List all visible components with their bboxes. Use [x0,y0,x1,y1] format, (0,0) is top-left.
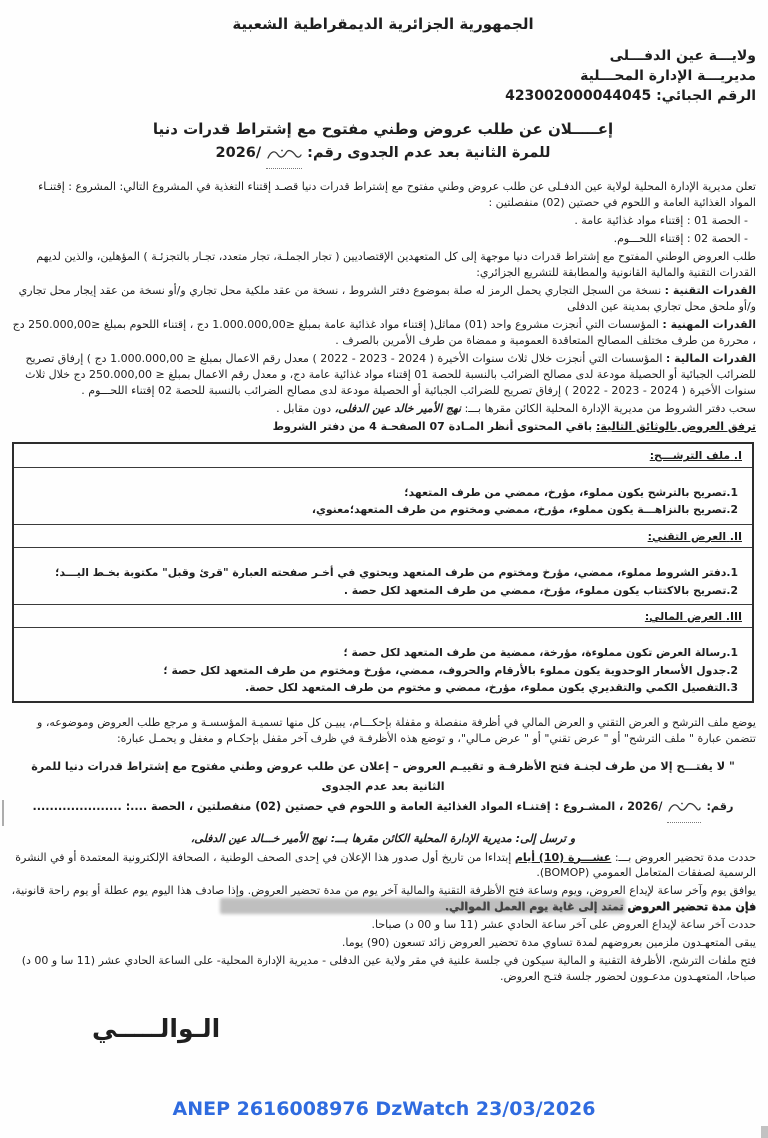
directorate-name: مديريـــة الإدارة المحـــلية [580,68,756,85]
financial-offer-items [14,628,752,701]
preparation-duration: عشـــرة (10) أيام [514,850,612,864]
financial-capacities-paragraph [10,351,756,399]
documents-note [10,419,756,435]
list-item: 3.التفصيل الكمي والتقديري يكون مملوء، مؤرخ، ممضي و مختوم من طرف المتعهد لكل حصة. [245,680,738,694]
announcement-title [10,119,756,170]
anep-footer: ANEP 2616008976 DzWatch 23/03/2026 [172,1098,596,1120]
warning-line-1: " لا يفتـــح إلا من طرف لجنـة فتح الأظرفـة و تقييـم العروض – إعلان عن طلب عروض وطني مفتوح مع إشتراط قدرات دنيا للمرة الثانية بعد عدم الجدوى [31,760,735,794]
financial-capacities-text: المؤسسات التي أنجزت خلال ثلاث سنوات الأخيرة ( ‪2022 - 2023 - 2024‬ ) معدل رقم الاعمال بمبلغ ≤ 1.000.000,00 دج ) إرفاق تصريح للضرائب الجبائية أو الحصيلة مودعة لدى مصالح الضرائب بالنسبة للحصة 01 إقتناء مواد غذائية عامة دج، و معدل رقم الاعمال بمبلغ ≤ 250.000,00 دج خلال ثلاث سنوات الأخيرة ( ‪2022 - 2023 - 2024‬ ) إرفاق تصريح للضرائب الجبائية أو الحصيلة مودعة لدى مصالح الضرائب بالنسبة للحصة 02 إقتناء اللحـــوم . [25,351,756,397]
section-1-title: ملف الترشـــح: [649,449,731,463]
smudged-corrected-text: فإن مدة تحضير العروض تمتد إلى غاية يوم العمل الموالي. [444,900,756,914]
last-hour-line: حددت آخر ساعة لإيداع العروض على آخر ساعة الحادي عشر (11 سا و 00 د) صباحا. [371,918,756,932]
list-item: 1.تصريح بالترشح يكون مملوء، مؤرخ، ممضي من طرف المتعهد؛ [404,486,738,500]
list-item: 1.رسالة العرض تكون مملوءة، مؤرخة، ممضية من طرف المتعهد لكل حصة ؛ [343,646,738,660]
technical-capacities-label: القدرات التقنية : [664,284,756,298]
send-to-line: و ترسل إلى: مديرية الإدارة المحلية الكائن مقرها بـــ: نهج الأمير خـــالد عين الدفلى، [190,831,576,845]
issuing-authority-block [10,46,756,107]
preparation-pre: حددت مدة تحضير العروض بـــ: [611,850,756,864]
list-item: 2.تصريح بالنزاهـــة يكون مملوء، مؤرخ، ممضي ومختوم من طرف المتعهد؛معنوي، [311,503,738,517]
professional-capacities-text: المؤسسات التي أنجزت مشروع واحد (01) مماثل( إقتناء مواد غذائية عامة بمبلغ ≤1.000.000,00 دج ، إقتناء اللحوم بمبلغ ≤250.000,00 دج ، محررة من طرف مختلف المصالح المتعاقدة العمومية و ممضاة من طرف الأمرين بالصرف . [12,317,756,347]
preparation-post: إبتداءا من تاريخ أول صدور هذا الإعلان في إحدى الصحف الوطنية ، الصحافة الإلكترونية المعتمدة أو في النشرة الرسمية لصفقات المتعامل العمومي (BOMOP). [15,850,756,880]
title-ref-year: /2026 [215,145,262,162]
tax-id-value: 423002000044045 [505,88,652,105]
envelope-warning-phrase [16,757,750,822]
section-2-numeral: II. [729,529,742,543]
wali-signature: الـوالـــــي [92,1014,221,1044]
preparation-period-paragraph [10,850,756,882]
list-item: 2.تصريح بالاكتتاب يكون مملوء، مؤرخ، ممضي من طرف المتعهد لكل حصة . [343,583,738,597]
wilaya-name: ولايـــة عين الدفـــلى [609,47,756,64]
section-3-numeral: III. [725,609,742,623]
documents-note-bold: باقي المحتوى أنظر المـادة 07 الصفحـة 4 من دفتر الشروط [272,419,597,433]
section-3-title: العرض المالي: [644,609,723,623]
section-2-title: العرض التقني: [647,529,727,543]
professional-capacities-label: القدرات المهنية : [662,317,756,331]
title-line-2 [10,143,756,169]
scan-artifact [761,1126,768,1138]
withdrawal-post: دون مقابل . [276,401,335,415]
list-item: 2.جدول الأسعار الوحدوية يكون مملوء بالأرقام والحروف، ممضي، مؤرخ ومختوم من طرف المتعهد لكل حصة ؛ [163,663,738,677]
handwritten-ref-scribble [266,147,302,169]
offer-validity-line: يبقى المتعهـدون ملزمين بعروضهم لمدة تساوي مدة تحضير العروض زائد تسعون (90) يوما. [341,936,756,950]
tax-id-label: الرقم الجبائي: [656,88,756,105]
opening-session-paragraph: فتح ملفات الترشح، الأظرفة التقنية و المالية سيكون في جلسة علنية في مقر ولاية عين الدفلى - مديرية الإدارة المحلية- على الساعة الحادي عشر (11 سا و 00 د) صباحا، المتعهـدون مدعـوون لحضور جلسة فتـح العروض. [21,954,756,984]
warning-ref-rest: /2026 ، المشـروع : إقتنـاء المواد الغذائية العامة و اللحوم في حصتين (02) منفصلتين ، الحصة ....: ..................... [32,800,663,814]
warning-line-2 [16,797,750,822]
intro-paragraph: تعلن مديرية الإدارة المحلية لولاية عين الدفـلى عن طلب عروض وطني مفتوح مع إشتراط قدرات دنيا قصـد إقتناء التغذية في المشروع التالي: المشروع : إقتنـاء المواد الغذائية العامة و اللحوم في حصتين (02) منفصلتين : [38,180,756,210]
list-item: 1.دفتر الشروط مملوء، ممضي، مؤرخ ومختوم من طرف المتعهد ويحتوي في أخـر صفحته العبارة "قرئ وقبل" مكتوبة بخـط اليـــد؛ [55,566,738,580]
technical-offer-header [14,525,752,549]
section-1-numeral: I. [733,449,742,463]
required-documents-table [12,442,754,703]
financial-offer-header [14,605,752,629]
candidacy-file-section [14,444,752,524]
scan-artifact [2,800,4,826]
technical-offer-items [14,548,752,605]
technical-offer-section [14,525,752,605]
warning-ref-label: رقم: [706,800,734,814]
republic-header: الجمهورية الجزائرية الديمقراطية الشعبية [232,15,534,33]
deposit-main-text: يوافق يوم وآخر ساعة لإيداع العروض، ويوم وساعة فتح الأظرفة التقنية والمالية آخر يوم من مدة تحضير العروض. وإذا صادف هذا اليوم يوم عطلة أو يوم راحة قانونية، [11,884,756,898]
lot-1-line: - الحصة 01 : إقتناء مواد غذائية عامة . [574,214,748,228]
withdrawal-address: نهج الأمير خالد عين الدفلى، [334,401,462,415]
candidacy-file-header [14,444,752,468]
envelopes-paragraph: يوضع ملف الترشح و العرض التقني و العرض المالي في أظرفة منفصلة و مقفلة بإحكـــام، يبيـن كل منها تسميـة المؤسسـة و مرجع طلب العروض وموضوعه، و تتضمن عبارة " ملف الترشح" أو " عرض تقني" أو " عرض مـالي"، و توضع هذه الأظرفـة في ظرف آخر مقفل بإحكـام و مغفل و يحمـل عبارة: [37,716,756,746]
technical-capacities-text: نسخة من السجل التجاري يحمل الرمز له صلة بموضوع دفتر الشروط ، نسخة من عقد ملكية محل تجاري و/أو نسخة من عقد إيجار محل تجاري و/أو ملحق محل تجاري بمدينة عين الدفلى [18,284,756,313]
financial-capacities-label: القدرات المالية : [665,351,756,365]
candidacy-file-items [14,468,752,525]
title-line-1: إعـــــلان عن طلب عروض وطني مفتوح مع إشتراط قدرات دنيا [152,119,614,138]
lot-2-line: - الحصة 02 : إقتناء اللحـــوم. [613,232,748,246]
withdrawal-pre: سحب دفتر الشروط من مديرية الإدارة المحلية الكائن مقرها بـــ: [461,401,756,415]
documents-note-underlined: ترفق العروض بالوثائق التالية: [596,419,756,433]
professional-capacities-paragraph [10,317,756,349]
deposit-day-paragraph [10,883,756,915]
title-ref-label: للمرة الثانية بعد عدم الجدوى رقم: [307,145,551,162]
audience-paragraph: طلب العروض الوطني المفتوح مع إشتراط قدرات دنيا موجهة إلى كل المتعهدين الإقتصاديين ( تجار الجملـة، تجار متعدد، تجـار بالتجزئـة ) المؤهلين، والذين لديهم القدرات التقنية والمالية القانونية والمطابقة للتشريع الجزائري: [36,250,756,280]
financial-offer-section [14,605,752,701]
technical-capacities-paragraph [10,283,756,315]
withdrawal-paragraph [10,401,756,417]
handwritten-ref-scribble [667,801,701,822]
tax-id-line [505,86,756,106]
